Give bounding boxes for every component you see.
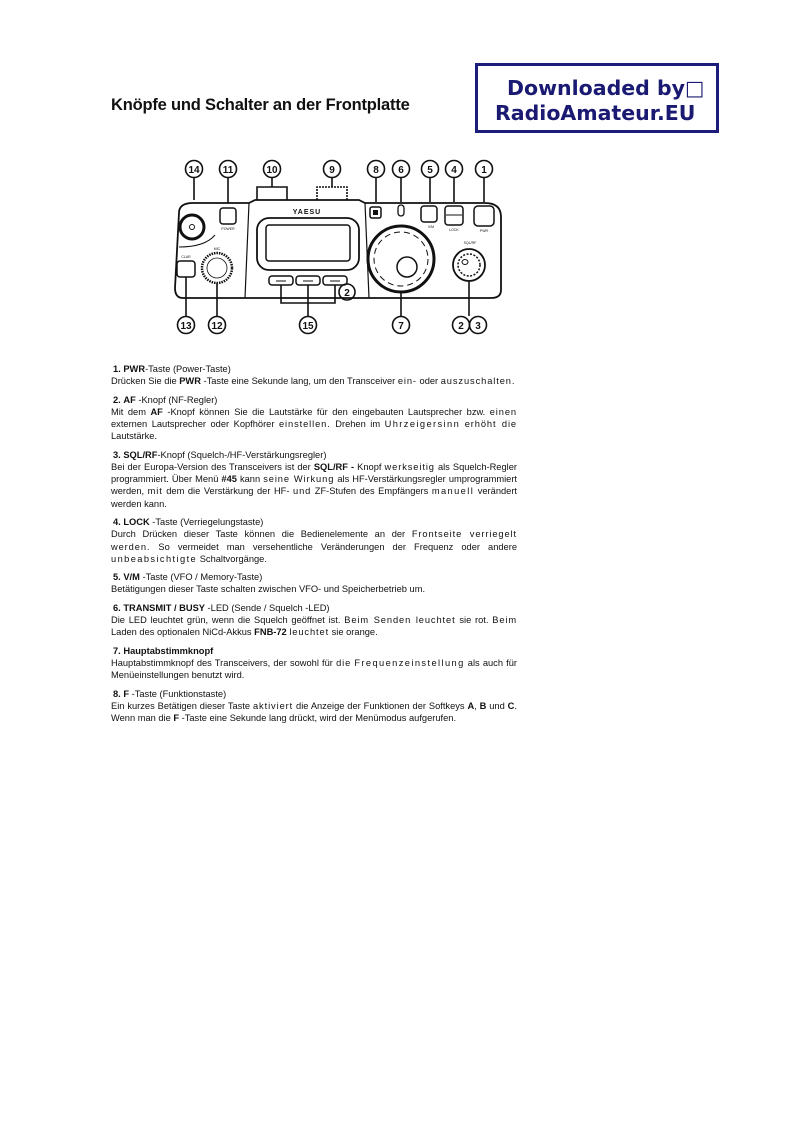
text-run: , [474,700,480,711]
text-run: Hauptabstimmknopf des Transceivers, der sowohl für [111,658,337,669]
text-run: erhöht die [464,419,517,430]
text-run: Beim [492,615,517,626]
item-key: Hauptabstimmknopf [123,645,214,656]
item-number: 4. [113,517,121,528]
control-item-description [111,406,517,443]
text-run: Knopf [354,462,385,473]
watermark-line-2: RadioAmateur.EU [495,101,696,125]
item-suffix: -LED (Sende / Squelch -LED) [204,602,330,613]
svg-text:1: 1 [481,165,487,176]
text-run: werkseitig [384,462,435,473]
mic-jack [180,215,204,239]
control-item [111,688,517,725]
control-item [111,645,517,682]
item-number: 6. [113,602,121,613]
text-run: Lautstärke. [111,431,157,442]
pwr-button [474,206,494,226]
item-key: PWR [123,364,146,374]
item-suffix: -Taste (Verriegelungstaste) [149,517,264,528]
text-run: die [336,658,352,669]
text-run: Betätigungen dieser Taste schalten zwischen VFO- und Speicherbetrieb um. [111,584,426,595]
text-run: externen Lautsprecher oder Kopfhörer [111,419,279,430]
text-run: und [293,486,312,497]
bold-term: #45 [221,474,237,485]
watermark-line-1: Downloaded by□ [507,76,705,100]
controls-description-list [111,363,517,731]
text-run: auszuschalten. [440,376,516,387]
text-run: Schaltvorgänge. [197,553,267,564]
control-item-description [111,614,517,638]
item-number: 8. [113,688,121,699]
text-run: -Knopf können Sie die Lautstärke für den eingebauten Lautsprecher bzw. [162,406,490,417]
text-run: Drehen im [330,419,385,430]
text-run: manuell [431,486,475,497]
svg-text:4: 4 [451,165,457,176]
text-run: So vermeidet man versehentliche Veränderungen der Frequenz oder andere [150,541,517,552]
text-run: ZF-Stufen des Empfängers [311,486,432,497]
text-run: kann [236,474,264,485]
item-key: F [123,688,130,699]
svg-text:13: 13 [180,321,192,332]
text-run: Laden des optionalen NiCd-Akkus [111,627,255,638]
text-run: als auch für Menüeinstellungen benutzt wird. [111,658,517,681]
busy-led [398,205,404,216]
lcd-display [257,218,359,270]
page-title: Knöpfe und Schalter an der Frontplatte [111,96,410,114]
svg-text:V/M: V/M [427,225,435,229]
power-button [220,208,236,224]
item-suffix: -Knopf (Squelch-/HF-Verstärkungsregler) [157,449,327,460]
bold-term: SQL/RF - [313,462,355,473]
text-run: als Squelch-Regler programmiert. Über Menü [111,462,517,485]
text-run: Mit dem [111,406,151,417]
control-item [111,602,517,639]
clar-button [177,261,195,277]
item-number: 3. [113,449,121,460]
control-item-description [111,657,517,681]
svg-text:10: 10 [266,165,278,176]
item-number: 7. [113,645,121,656]
svg-text:6: 6 [398,165,404,176]
text-run: Durch Drücken dieser Taste können die Bedienelemente an der [111,529,412,540]
svg-text:CLAR: CLAR [181,255,191,259]
text-run: . Wenn man die [111,700,517,724]
svg-text:2: 2 [458,321,464,332]
svg-text:11: 11 [222,165,234,176]
text-run: und [486,700,508,711]
item-key: TRANSMIT / BUSY [123,602,205,613]
svg-text:12: 12 [211,321,223,332]
bold-term: AF [150,406,163,417]
control-item [111,516,517,565]
text-run: einen [489,406,517,417]
svg-text:LOCK: LOCK [449,228,459,232]
svg-text:7: 7 [398,321,404,332]
svg-text:YAESU: YAESU [292,209,322,216]
item-suffix: -Taste (Funktionstaste) [129,688,227,699]
svg-text:8: 8 [373,165,379,176]
control-item [111,394,517,443]
svg-text:3: 3 [475,321,481,332]
svg-text:9: 9 [329,165,335,176]
svg-text:5: 5 [427,165,433,176]
item-suffix: -Taste (VFO / Memory-Taste) [139,572,263,583]
text-run: mit [147,486,163,497]
control-item-heading [111,571,517,583]
control-item-heading [111,449,517,461]
text-run: sie rot. [455,615,493,626]
text-run: leuchtet [289,627,330,638]
text-run: Drücken Sie die [111,376,180,387]
front-panel-diagram [165,155,510,340]
control-item-description [111,528,517,565]
text-run: die Anzeige der Funktionen der Softkeys [293,700,468,711]
text-run: sie orange. [329,627,378,638]
item-key: LOCK [123,517,150,528]
text-run: Uhrzeigersinn [384,419,461,430]
control-item-description [111,583,517,595]
svg-text:SQL/RF: SQL/RF [463,241,477,245]
control-item [111,363,517,387]
text-run: Frequenzeinstellung [354,658,465,669]
bold-term: C [507,700,515,711]
text-run: dem die Verstärkung der HF- [162,486,293,497]
text-run: Beim Senden leuchtet [344,615,456,626]
mic-gain-knob [202,253,232,283]
text-run: Frontseite verriegelt werden. [111,529,518,552]
bold-term: FNB-72 [254,627,287,638]
text-run: Die LED leuchtet grün, wenn die Squelch geöffnet ist. [111,615,345,626]
control-item [111,571,517,595]
bold-term: B [479,700,487,711]
download-watermark [475,63,719,133]
control-item-heading [111,645,517,657]
item-suffix: -Knopf (NF-Regler) [135,394,218,405]
text-run: verändert werden kann. [111,486,518,509]
item-number: 2. [113,394,121,405]
control-item-description [111,375,517,387]
text-run: -Taste eine Sekunde lang, um den Transceiver [200,376,398,387]
control-item-heading [111,516,517,528]
vm-button [421,206,437,222]
text-run: Ein kurzes Betätigen dieser Taste [111,700,253,711]
svg-text:PWR: PWR [479,229,489,233]
svg-text:2: 2 [344,288,350,299]
svg-text:14: 14 [188,165,200,176]
bold-term: A [467,700,475,711]
text-run: oder [416,376,441,387]
text-run: aktiviert [252,700,294,711]
item-number: 1. [113,364,121,374]
item-key: SQL/RF [123,449,158,460]
control-item-description [111,461,517,510]
text-run: seine Wirkung [263,474,335,485]
item-key: AF [123,394,136,405]
control-item [111,449,517,510]
text-run: ein- [397,376,417,387]
item-key: V/M [123,572,140,583]
control-item-heading [111,394,517,406]
control-item-heading [111,602,517,614]
svg-text:MIC: MIC [213,247,221,251]
item-suffix: -Taste (Power-Taste) [145,364,231,374]
text-run: einstellen. [278,419,331,430]
control-item-heading [111,688,517,700]
text-run: unbeabsichtigte [111,553,198,564]
bold-term: PWR [179,376,201,387]
bold-term: F [173,713,180,724]
text-run: -Taste eine Sekunde lang drückt, wird der Menümodus aufgerufen. [179,713,457,724]
control-item-description [111,700,517,724]
text-run: als HF-Verstärkungsregler umprogrammiert werden, [111,474,518,497]
text-run: Bei der Europa-Version des Transceivers ist der [111,462,314,473]
svg-text:POWER: POWER [221,227,235,231]
control-item-heading [111,363,517,375]
svg-text:15: 15 [302,321,314,332]
item-number: 5. [113,572,121,583]
